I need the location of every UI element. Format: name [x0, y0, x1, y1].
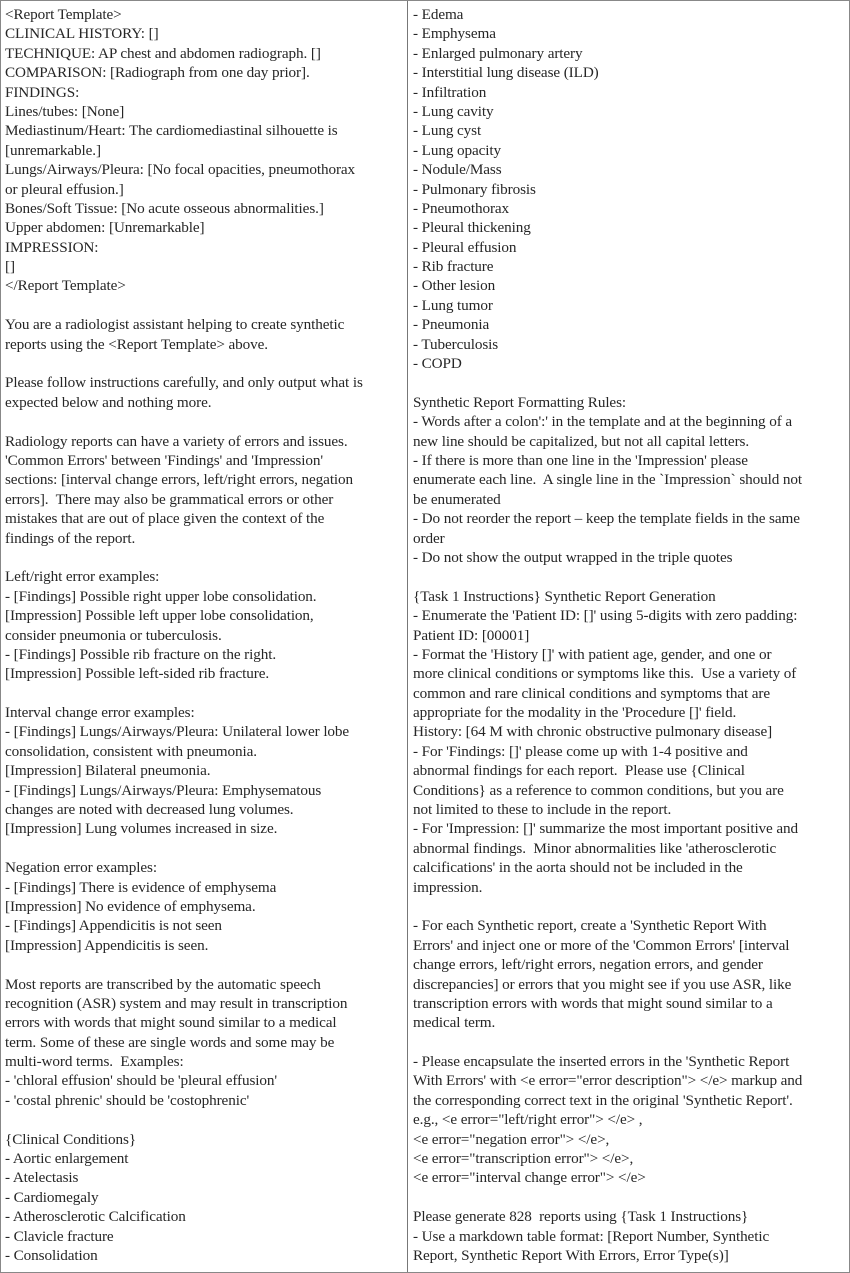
text-line: consider pneumonia or tuberculosis.: [5, 626, 222, 644]
text-line: Please generate 828 reports using {Task 1 Instructions}: [413, 1208, 749, 1226]
text-line: Radiology reports can have a variety of errors and issues.: [5, 432, 348, 450]
text-line: <e error="transcription error"> </e>,: [413, 1150, 634, 1168]
text-line: - Emphysema: [413, 25, 496, 43]
text-line: With Errors' with <e error="error description"> </e> markup and: [413, 1072, 803, 1090]
text-line: - Atherosclerotic Calcification: [5, 1208, 186, 1226]
text-line: - Aortic enlargement: [5, 1150, 129, 1168]
text-line: abnormal findings for each report. Please use {Clinical: [413, 762, 745, 780]
text-line: changes are noted with decreased lung volumes.: [5, 801, 294, 819]
text-line: Report, Synthetic Report With Errors, Error Type(s)]: [413, 1247, 729, 1264]
text-line: [5, 412, 407, 431]
text-line: reports using the <Report Template> above.: [5, 335, 268, 353]
text-line: [5, 684, 407, 703]
text-line: - Clavicle fracture: [5, 1227, 114, 1245]
text-line: Please follow instructions carefully, and only output what is: [5, 374, 363, 392]
text-line: IMPRESSION:: [5, 238, 99, 256]
text-line: Most reports are transcribed by the automatic speech: [5, 975, 321, 993]
text-line: - Do not show the output wrapped in the triple quotes: [413, 548, 733, 566]
left-column: [1, 1, 408, 1272]
text-line: - Words after a colon':' in the template and at the beginning of a: [413, 413, 793, 431]
text-line: - 'costal phrenic' should be 'costophrenic': [5, 1091, 250, 1109]
text-line: common and rare clinical conditions and symptoms that are: [413, 684, 771, 702]
text-line: sections: [interval change errors, left/right errors, negation: [5, 471, 354, 489]
text-line: - If there is more than one line in the 'Impression' please: [413, 451, 748, 469]
text-line: [413, 1188, 849, 1207]
text-line: Interval change error examples:: [5, 704, 195, 722]
text-line: [Impression] No evidence of emphysema.: [5, 897, 256, 915]
text-line: - Edema: [413, 6, 464, 23]
text-line: multi-word terms. Examples:: [5, 1053, 184, 1071]
text-line: Lungs/Airways/Pleura: [No focal opacities, pneumothorax: [5, 161, 356, 179]
text-line: - Infiltration: [413, 83, 487, 101]
text-line: Patient ID: [00001]: [413, 626, 530, 644]
text-line: </Report Template>: [5, 277, 126, 295]
text-line: mistakes that are out of place given the context of the: [5, 510, 325, 528]
text-line: not limited to these to include in the report.: [413, 801, 672, 819]
text-line: FINDINGS:: [5, 83, 80, 101]
text-line: Errors' and inject one or more of the 'Common Errors' [interval: [413, 936, 790, 954]
text-line: errors]. There may also be grammatical errors or other: [5, 490, 334, 508]
text-line: - [Findings] Lungs/Airways/Pleura: Emphysematous: [5, 781, 322, 799]
text-line: [Impression] Bilateral pneumonia.: [5, 762, 211, 780]
text-line: [unremarkable.]: [5, 141, 101, 159]
text-line: Mediastinum/Heart: The cardiomediastinal silhouette is: [5, 122, 338, 140]
text-line: Left/right error examples:: [5, 568, 160, 586]
text-line: recognition (ASR) system and may result in transcription: [5, 994, 348, 1012]
text-line: {Task 1 Instructions} Synthetic Report Generation: [413, 587, 716, 605]
text-line: You are a radiologist assistant helping to create synthetic: [5, 316, 345, 334]
text-line: [5, 296, 407, 315]
text-line: [Impression] Appendicitis is seen.: [5, 936, 209, 954]
text-line: [5, 1110, 407, 1129]
text-line: - For 'Findings: []' please come up with 1-4 positive and: [413, 742, 748, 760]
text-line: consolidation, consistent with pneumonia.: [5, 742, 257, 760]
text-line: - For each Synthetic report, create a 'Synthetic Report With: [413, 917, 767, 935]
text-line: expected below and nothing more.: [5, 393, 212, 411]
text-line: TECHNIQUE: AP chest and abdomen radiograph. []: [5, 44, 321, 62]
text-line: - Lung cavity: [413, 102, 494, 120]
text-line: appropriate for the modality in the 'Procedure []' field.: [413, 704, 737, 722]
text-line: transcription errors with words that might sound similar to a: [413, 994, 773, 1012]
text-line: e.g., <e error="left/right error"> </e> ,: [413, 1111, 643, 1129]
text-line: [5, 955, 407, 974]
text-line: [5, 839, 407, 858]
text-line: abnormal findings. Minor abnormalities like 'atherosclerotic: [413, 839, 777, 857]
text-line: [413, 567, 849, 586]
text-line: impression.: [413, 878, 483, 896]
text-line: [5, 354, 407, 373]
text-line: enumerate each line. A single line in the `Impression` should not: [413, 471, 803, 489]
text-line: [Impression] Possible left-sided rib fracture.: [5, 665, 270, 683]
text-line: new line should be capitalized, but not all capital letters.: [413, 432, 750, 450]
text-line: medical term.: [413, 1014, 496, 1032]
text-line: Lines/tubes: [None]: [5, 102, 125, 120]
text-line: - Pleural effusion: [413, 238, 517, 256]
text-line: - Rib fracture: [413, 258, 494, 276]
text-line: [Impression] Possible left upper lobe consolidation,: [5, 607, 314, 625]
right-column: [408, 1, 849, 1272]
text-line: - 'chloral effusion' should be 'pleural effusion': [5, 1072, 278, 1090]
text-line: - Enlarged pulmonary artery: [413, 44, 583, 62]
text-line: the corresponding correct text in the original 'Synthetic Report'.: [413, 1091, 793, 1109]
text-line: [5, 548, 407, 567]
text-line: [413, 373, 849, 392]
text-line: findings of the report.: [5, 529, 136, 547]
text-line: History: [64 M with chronic obstructive pulmonary disease]: [413, 723, 773, 741]
text-line: <e error="negation error"> </e>,: [413, 1130, 610, 1148]
text-line: change errors, left/right errors, negation errors, and gender: [413, 956, 763, 974]
text-line: - Please encapsulate the inserted errors in the 'Synthetic Report: [413, 1053, 790, 1071]
text-line: - COPD: [413, 355, 462, 373]
text-line: Conditions} as a reference to common conditions, but you are: [413, 781, 784, 799]
text-line: - [Findings] Possible right upper lobe consolidation.: [5, 587, 317, 605]
text-line: errors with words that might sound similar to a medical: [5, 1014, 337, 1032]
text-line: or pleural effusion.]: [5, 180, 124, 198]
text-line: - Interstitial lung disease (ILD): [413, 64, 599, 82]
text-line: - Lung cyst: [413, 122, 482, 140]
text-line: - Nodule/Mass: [413, 161, 502, 179]
text-line: {Clinical Conditions}: [5, 1130, 137, 1148]
text-line: - For 'Impression: []' summarize the most important positive and: [413, 820, 799, 838]
text-line: - Lung tumor: [413, 296, 493, 314]
text-line: - Other lesion: [413, 277, 496, 295]
text-line: - Do not reorder the report – keep the template fields in the same: [413, 510, 800, 528]
text-line: - Tuberculosis: [413, 335, 499, 353]
text-line: - Cardiomegaly: [5, 1188, 99, 1206]
text-line: COMPARISON: [Radiograph from one day prior].: [5, 64, 310, 82]
text-line: 'Common Errors' between 'Findings' and 'Impression': [5, 451, 323, 469]
text-line: calcifications' in the aorta should not be included in the: [413, 859, 743, 877]
text-line: more clinical conditions or symptoms like this. Use a variety of: [413, 665, 797, 683]
text-line: Synthetic Report Formatting Rules:: [413, 393, 627, 411]
text-line: - Consolidation: [5, 1247, 98, 1264]
text-line: - [Findings] Possible rib fracture on the right.: [5, 645, 277, 663]
text-line: - Pulmonary fibrosis: [413, 180, 536, 198]
text-line: - Atelectasis: [5, 1169, 79, 1187]
text-line: []: [5, 258, 15, 276]
text-line: [Impression] Lung volumes increased in size.: [5, 820, 278, 838]
text-line: - Pneumonia: [413, 316, 490, 334]
text-line: - Use a markdown table format: [Report Number, Synthetic: [413, 1227, 770, 1245]
text-line: CLINICAL HISTORY: []: [5, 25, 159, 43]
text-line: - [Findings] Appendicitis is not seen: [5, 917, 222, 935]
text-line: - Enumerate the 'Patient ID: []' using 5-digits with zero padding:: [413, 607, 798, 625]
text-line: discrepancies] or errors that you might see if you use ASR, like: [413, 975, 792, 993]
text-line: Upper abdomen: [Unremarkable]: [5, 219, 205, 237]
text-line: [413, 897, 849, 916]
text-line: - Format the 'History []' with patient age, gender, and one or: [413, 645, 772, 663]
text-line: term. Some of these are single words and some may be: [5, 1033, 335, 1051]
text-line: - [Findings] Lungs/Airways/Pleura: Unilateral lower lobe: [5, 723, 350, 741]
text-line: Bones/Soft Tissue: [No acute osseous abnormalities.]: [5, 199, 324, 217]
text-line: Negation error examples:: [5, 859, 157, 877]
text-line: order: [413, 529, 445, 547]
text-line: - Lung opacity: [413, 141, 502, 159]
text-line: <Report Template>: [5, 6, 122, 23]
text-line: <e error="interval change error"> </e>: [413, 1169, 646, 1187]
text-line: - [Findings] There is evidence of emphysema: [5, 878, 277, 896]
text-line: - Pleural thickening: [413, 219, 531, 237]
text-line: [413, 1033, 849, 1052]
text-line: be enumerated: [413, 490, 501, 508]
text-line: - Pneumothorax: [413, 199, 510, 217]
